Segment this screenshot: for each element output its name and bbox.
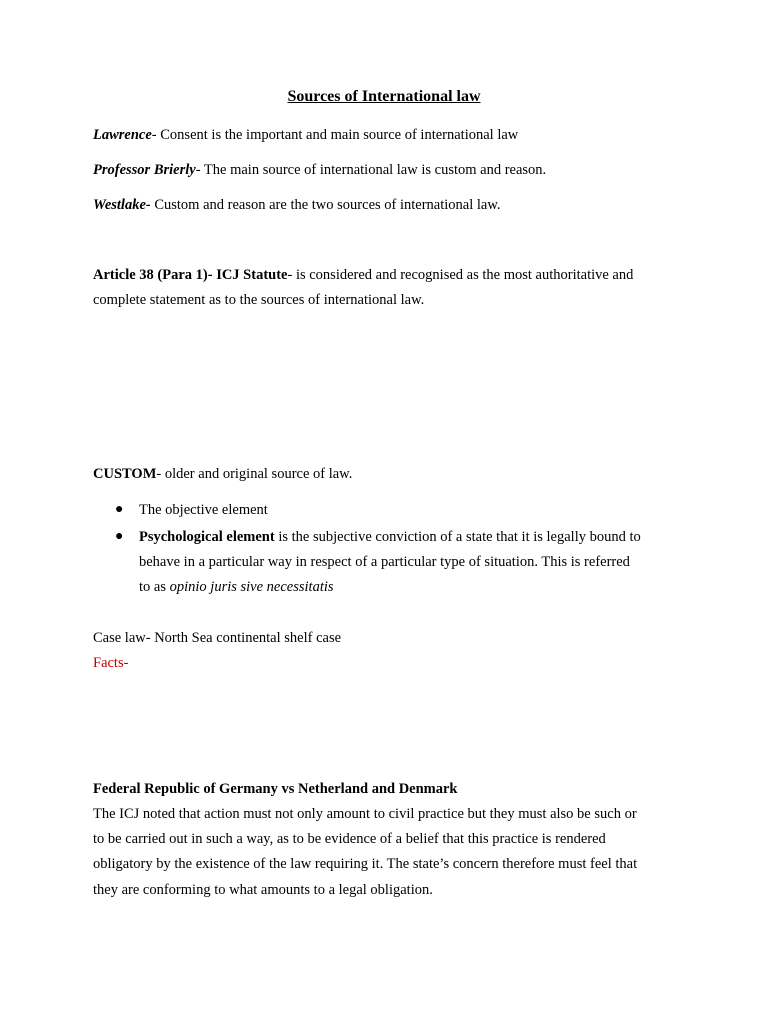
article-38-text: - is considered and recognised as the most authoritative and xyxy=(287,267,634,283)
definition-separator: - xyxy=(151,127,161,143)
case-text-line: they are conforming to what amounts to a legal obligation. xyxy=(93,882,433,898)
definition-text: The main source of international law is custom and reason. xyxy=(203,162,547,178)
article-38-paragraph-line2: complete statement as to the sources of international law. xyxy=(93,292,425,308)
bullet-item-psychological-line3 xyxy=(139,578,334,596)
definition-author: Lawrence xyxy=(93,127,152,143)
bullet-icon: ● xyxy=(115,502,124,517)
article-38-heading: Article 38 (Para 1)- ICJ Statute xyxy=(93,267,288,283)
psychological-element-term: Psychological element xyxy=(139,529,275,545)
opinio-juris-term: opinio juris sive necessitatis xyxy=(169,579,334,595)
case-text-line: to be carried out in such a way, as to be evidence of a belief that this practice is rendered xyxy=(93,831,606,847)
page-title: Sources of International law xyxy=(287,88,481,105)
custom-heading-line xyxy=(93,465,352,483)
facts-label: Facts- xyxy=(93,655,129,671)
opinio-juris-prefix: to as xyxy=(139,579,170,595)
custom-text: - older and original source of law. xyxy=(156,466,353,482)
case-law-line: Case law- North Sea continental shelf case xyxy=(93,630,342,646)
case-heading: Federal Republic of Germany vs Netherland and Denmark xyxy=(93,781,458,797)
bullet-item-psychological-line1 xyxy=(139,528,641,546)
psychological-element-text: is the subjective conviction of a state that it is legally bound to xyxy=(274,529,641,545)
article-38-paragraph-line1 xyxy=(93,266,633,284)
bullet-icon: ● xyxy=(115,529,124,544)
bullet-item-psychological-line2: behave in a particular way in respect of a particular type of situation. This is referred xyxy=(139,554,630,570)
definition-author: Westlake- xyxy=(93,197,151,213)
definition-author: Professor Brierly xyxy=(93,162,196,178)
definition-lawrence xyxy=(93,126,518,144)
definition-westlake xyxy=(93,196,501,214)
definition-separator: - xyxy=(195,162,204,178)
definition-brierly xyxy=(93,161,546,179)
definition-text: Custom and reason are the two sources of international law. xyxy=(154,197,501,213)
definition-text: Consent is the important and main source of international law xyxy=(160,127,519,143)
bullet-item-objective: The objective element xyxy=(139,502,268,518)
case-text-line: The ICJ noted that action must not only amount to civil practice but they must also be such or xyxy=(93,806,637,822)
case-text-line: obligatory by the existence of the law requiring it. The state’s concern therefore must feel that xyxy=(93,856,638,872)
custom-heading: CUSTOM xyxy=(93,466,157,482)
